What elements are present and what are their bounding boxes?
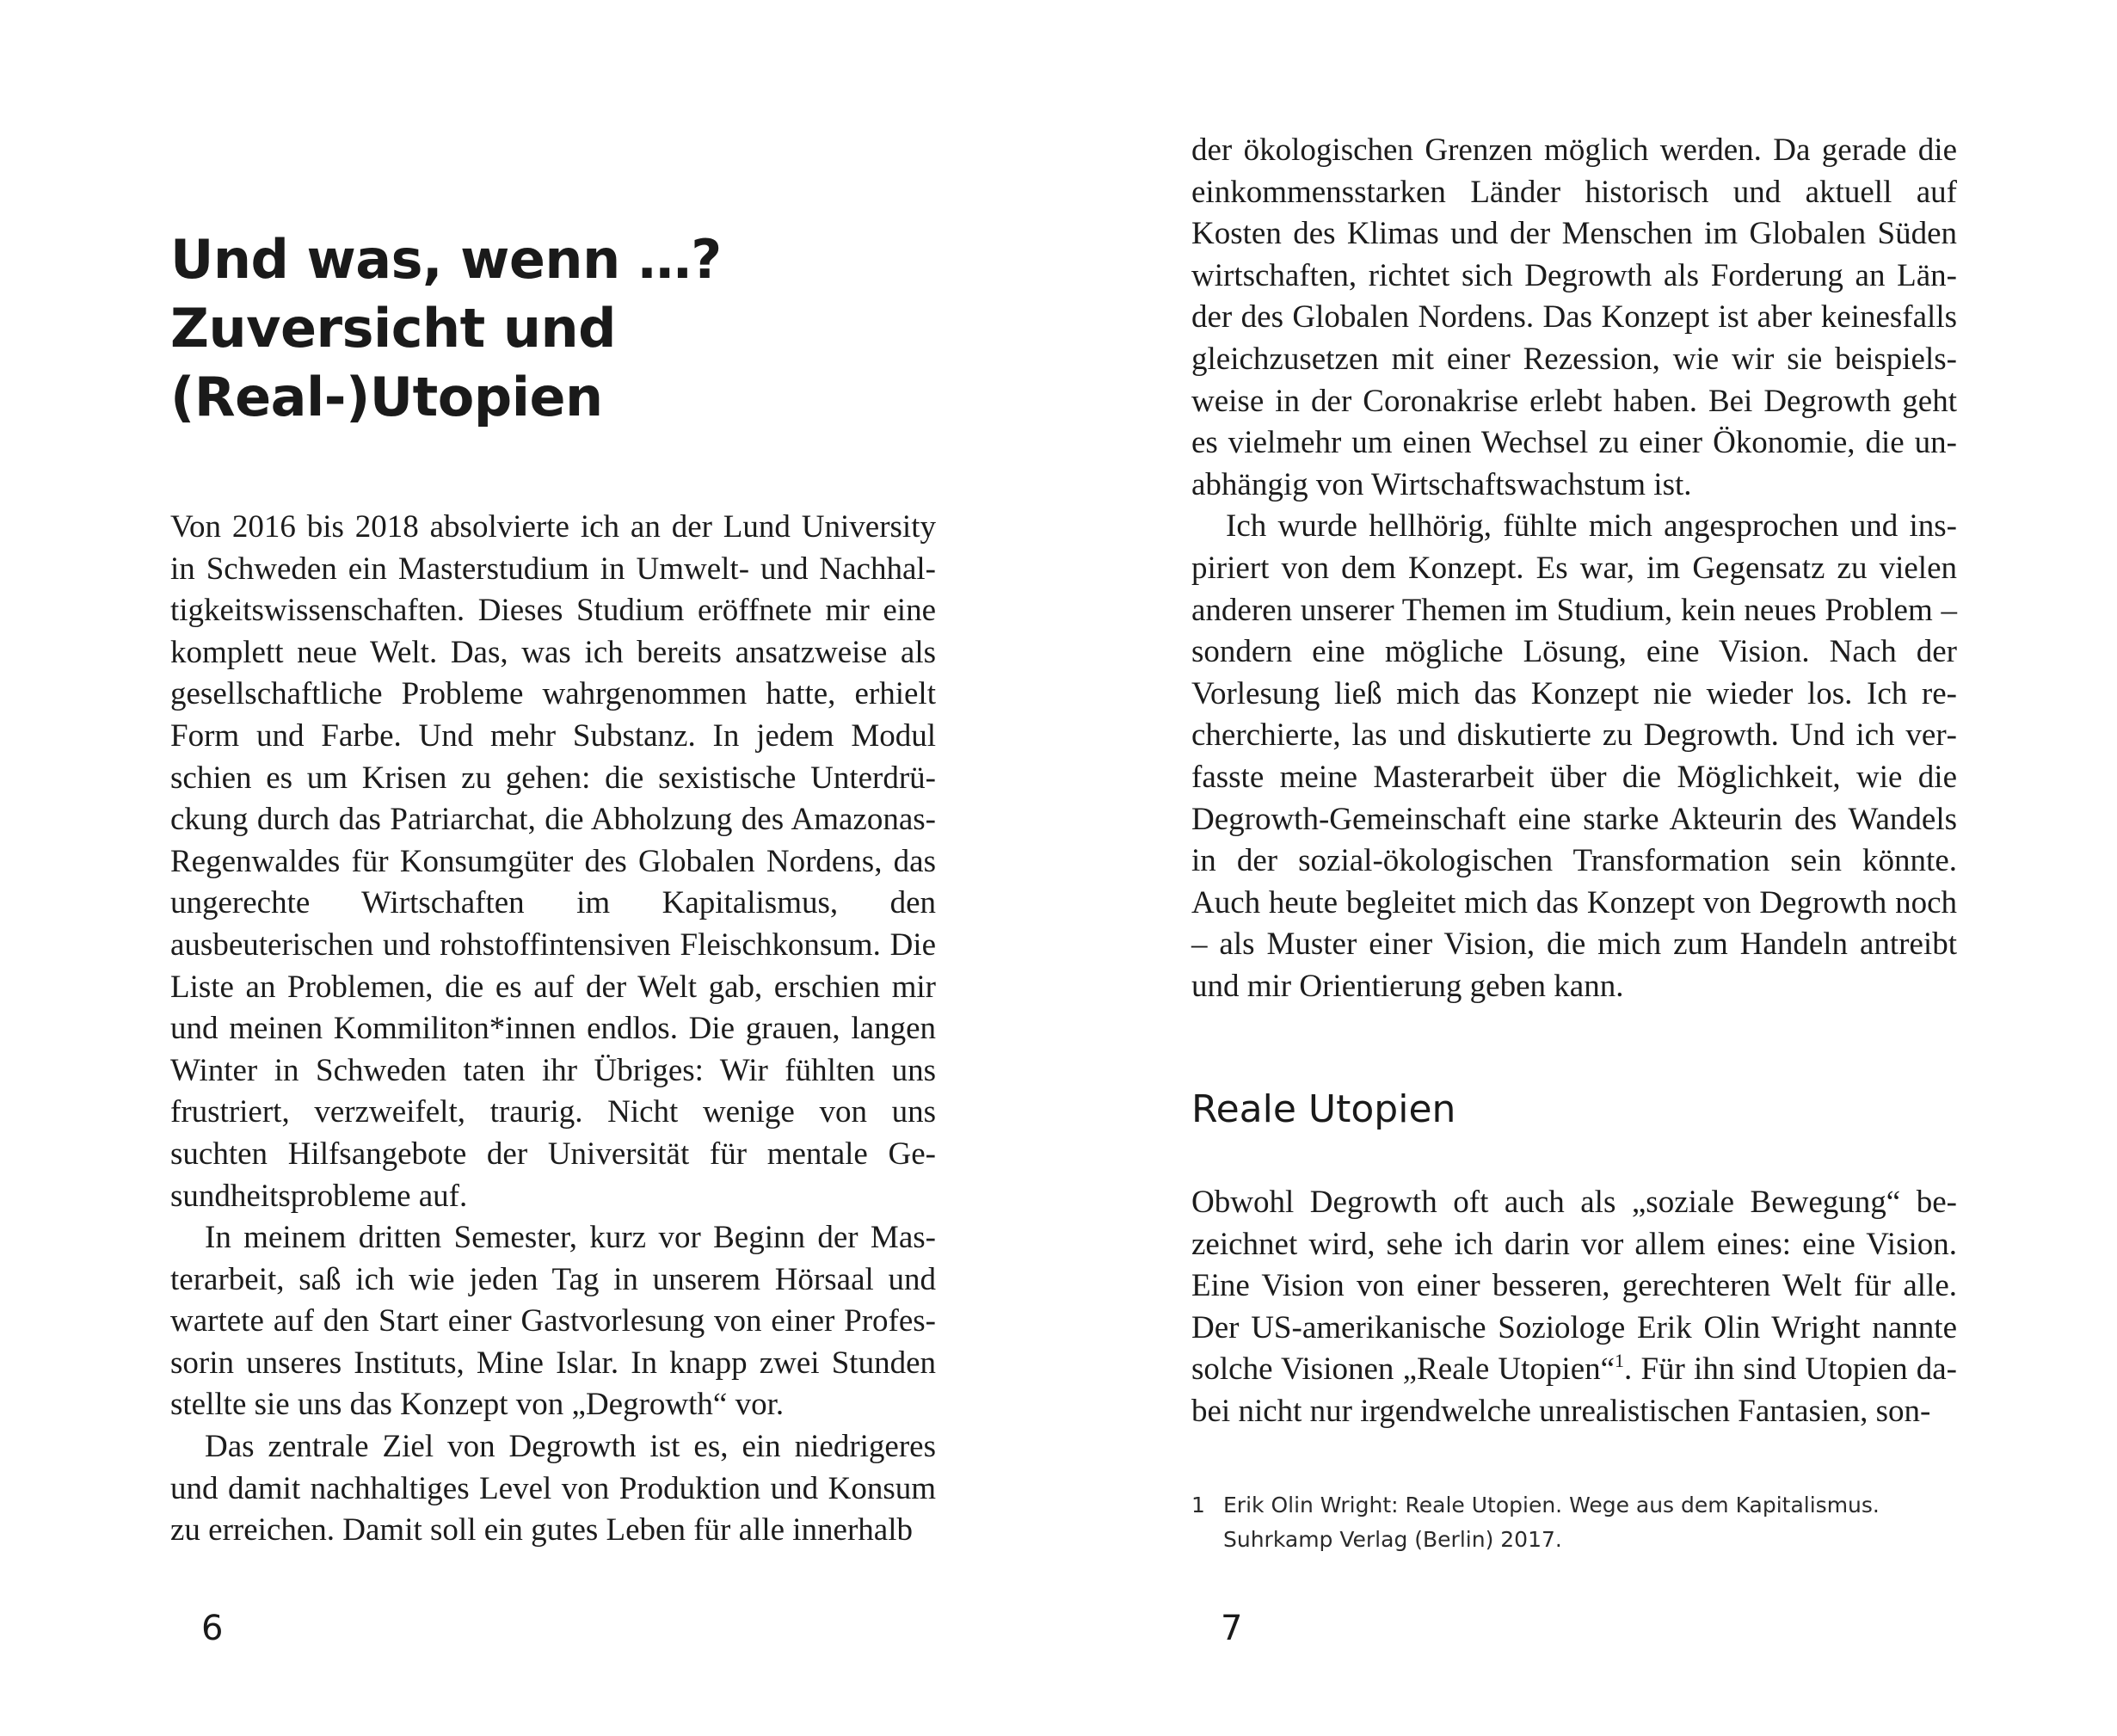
chapter-title-line: (Real-)Utopien [170, 366, 603, 428]
paragraph-text: Obwohl Degrowth oft auch als „soziale Bewegung“ bezeichnet wird, sehe ich darin vor allem eines: eine Vision. Eine Vision von einer besseren, gerechteren Welt für alle. Der US-amerikanische Soziologe Erik Olin Wright nannte solche Visionen „Reale Utopien“ [1191, 1185, 1957, 1388]
paragraph: Von 2016 bis 2018 absolvierte ich an der Lund University in Schweden ein Masterstudium in Umwelt- und Nachhaltigkeitswissenschaften. Dieses Studium eröffnete mir eine komplett neue Welt. Das, was ich bereits ansatzweise als gesellschaftliche Probleme wahrgenommen hatte, erhielt Form und Farbe. Und mehr Substanz. In jedem Modul schien es um Krisen zu gehen: die sexistische Unterdrückung durch das Patriarchat, die Abholzung des Amazonas-Regenwaldes für Konsumgüter des Globalen Nordens, das ungerechte Wirtschaften im Kapitalismus, den ausbeuterischen und rohstoffintensiven Fleischkonsum. Die Liste an Problemen, die es auf der Welt gab, erschien mir und meinen Kommiliton*innen endlos. Die grauen, langen Winter in Schweden taten ihr Übriges: Wir fühlten uns frustriert, verzweifelt, traurig. Nicht wenige von uns suchten Hilfsangebote der Universität für mentale Gesundheitsprobleme auf. [170, 509, 936, 1214]
paragraph [1191, 1182, 1957, 1433]
footnote-line: Erik Olin Wright: Reale Utopien. Wege aus dem Kapitalismus. [1223, 1493, 1880, 1517]
paragraph: der ökologischen Grenzen möglich werden. Da gerade die einkommensstarken Länder historisch und aktuell auf Kosten des Klimas und der Menschen im Globalen Süden wirtschaften, richtet sich Degrowth als Forderung an Länder des Globalen Nordens. Das Konzept ist aber keinesfalls gleichzusetzen mit einer Rezession, wie wir sie beispielsweise in der Coronakrise erlebt haben. Bei Degrowth geht es vielmehr um einen Wechsel zu einer Ökonomie, die unabhängig von Wirtschaftswachstum ist. [1191, 132, 1957, 502]
left-body-text [170, 507, 936, 1552]
footnote [1191, 1488, 1966, 1557]
paragraph: Ich wurde hellhörig, fühlte mich angesprochen und inspiriert von dem Konzept. Es war, im Gegensatz zu vielen anderen unserer Themen im Studium, kein neues Problem – sondern eine mögliche Lösung, eine Vision. Nach der Vorlesung ließ mich das Konzept nie wieder los. Ich recherchierte, las und diskutierte zu Degrowth. Und ich verfasste meine Masterarbeit über die Möglichkeit, wie die Degrowth-Gemeinschaft eine starke Akteurin des Wandels in der sozial-ökologischen Transformation sein könnte. Auch heute begleitet mich das Konzept von Degrowth noch – als Muster einer Vision, die mich zum Handeln antreibt und mir Orientierung geben kann. [1191, 508, 1957, 1004]
right-body-text [1191, 130, 1957, 1007]
chapter-title [170, 225, 945, 432]
chapter-title-line: Zuversicht und [170, 297, 617, 360]
footnote-reference: 1 [1615, 1350, 1625, 1372]
paragraph: Das zentrale Ziel von Degrowth ist es, ein niedrigeres und damit nachhaltiges Level von Produktion und Konsum zu erreichen. Damit soll ein gutes Leben für alle innerhalb [170, 1429, 936, 1548]
footnote-number: 1 [1191, 1493, 1205, 1517]
section-heading: Reale Utopien [1191, 1087, 1456, 1131]
page-number: 7 [1221, 1609, 1243, 1648]
right-page [1058, 0, 2117, 1736]
page-number: 6 [201, 1609, 224, 1648]
paragraph: In meinem dritten Semester, kurz vor Beginn der Masterarbeit, saß ich wie jeden Tag in unserem Hörsaal und wartete auf den Start einer Gastvorlesung von einer Professorin unseres Instituts, Mine Islar. In knapp zwei Stunden stellte sie uns das Konzept von „Degrowth“ vor. [170, 1220, 936, 1423]
left-page [0, 0, 1058, 1736]
footnote-text [1223, 1488, 1966, 1557]
footnote-line: Suhrkamp Verlag (Berlin) 2017. [1223, 1527, 1562, 1552]
chapter-title-line: Und was, wenn …? [170, 228, 722, 291]
section-body-text [1191, 1182, 1957, 1433]
paragraph-text: . Für ihn sind Utopien dabei nicht nur irgendwelche unrealistischen Fantasien, son- [1191, 1351, 1957, 1429]
